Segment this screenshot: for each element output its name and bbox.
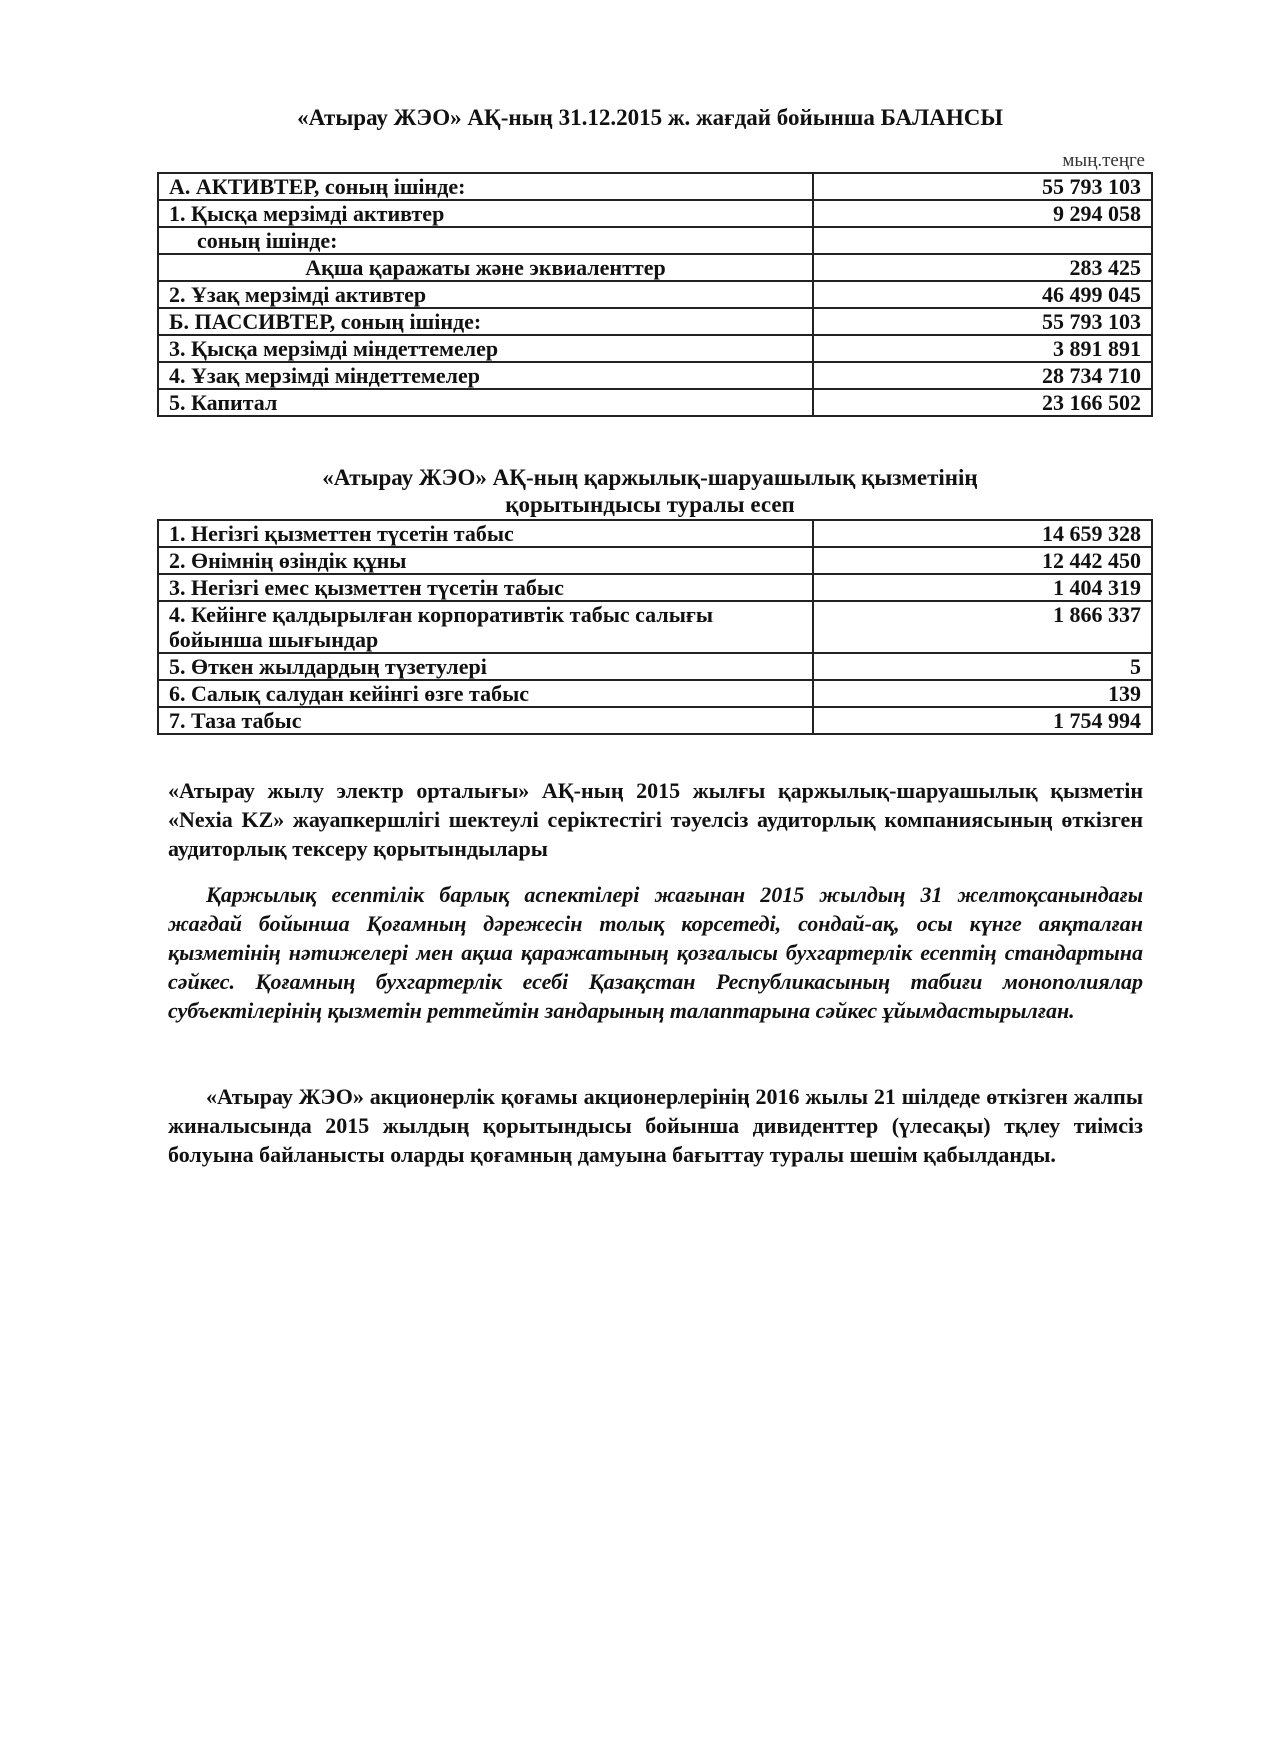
table-row: [158, 547, 1152, 574]
row-label: 4. Кейінге қалдырылған корпоративтік табыс салығы бойынша шығындар: [158, 601, 813, 653]
table-row: [158, 335, 1152, 362]
row-label: 1. Қысқа мерзімді активтер: [158, 200, 813, 227]
row-value: 5: [813, 653, 1152, 680]
row-value: 23 166 502: [813, 389, 1152, 416]
row-label: 4. Ұзақ мерзімді міндеттемелер: [158, 362, 813, 389]
balance-unit: мың.теңге: [1062, 150, 1145, 171]
table-row: [158, 308, 1152, 335]
table-row: [158, 200, 1152, 227]
table-row: [158, 362, 1152, 389]
row-label: Б. ПАССИВТЕР, соның ішінде:: [158, 308, 813, 335]
table-row: [158, 227, 1152, 254]
table-row: [158, 281, 1152, 308]
table-row: [158, 574, 1152, 601]
row-value: 55 793 103: [813, 173, 1152, 200]
row-value: 139: [813, 680, 1152, 707]
table-row: [158, 653, 1152, 680]
row-value: 55 793 103: [813, 308, 1152, 335]
income-title-line1: «Атырау ЖЭО» АҚ-ның қаржылық-шаруашылық қызметінің: [322, 465, 978, 490]
row-value: 12 442 450: [813, 547, 1152, 574]
row-label: 1. Негізгі қызметтен түсетін табыс: [158, 520, 813, 547]
row-label: 2. Өнімнің өзіндік құны: [158, 547, 813, 574]
row-label: 2. Ұзақ мерзімді активтер: [158, 281, 813, 308]
row-value: 283 425: [813, 254, 1152, 281]
row-value: 1 404 319: [813, 574, 1152, 601]
income-title-line2: қорытындысы туралы есеп: [505, 492, 795, 517]
balance-title: «Атырау ЖЭО» АҚ-ның 31.12.2015 ж. жағдай бойынша БАЛАНСЫ: [297, 105, 1003, 130]
row-value: 46 499 045: [813, 281, 1152, 308]
row-label: 3. Қысқа мерзімді міндеттемелер: [158, 335, 813, 362]
table-row: [158, 680, 1152, 707]
row-value: 28 734 710: [813, 362, 1152, 389]
balance-table: [157, 172, 1153, 417]
row-value: [813, 227, 1152, 254]
row-value: 1 866 337: [813, 601, 1152, 653]
audit-heading: «Атырау жылу электр орталығы» АҚ-ның 2015 жылғы қаржылық-шаруашылық қызметін «Nexia KZ» жауапкершлігі шектеулі серіктестігі тәуелсіз аудиторлық компаниясының өткізген аудиторлық тексеру қорытындылары: [168, 778, 1143, 861]
income-table: [157, 519, 1153, 735]
row-label: 7. Таза табыс: [158, 707, 813, 734]
row-value: 1 754 994: [813, 707, 1152, 734]
table-row: [158, 707, 1152, 734]
row-label: 3. Негізгі емес қызметтен түсетін табыс: [158, 574, 813, 601]
table-row: [158, 520, 1152, 547]
row-label: 6. Салық салудан кейінгі өзге табыс: [158, 680, 813, 707]
row-value: 14 659 328: [813, 520, 1152, 547]
table-row: [158, 601, 1152, 653]
table-row: [158, 389, 1152, 416]
row-value: 9 294 058: [813, 200, 1152, 227]
table-row: [158, 173, 1152, 200]
audit-opinion: Қаржылық есептілік барлық аспектілері жағынан 2015 жылдың 31 желтоқсанындағы жағдай бойынша Қоғамның дәрежесін толық корсетеді, сондай-ақ, осы күнге аяқталған қызметінің нәтижелері мен ақша қаражатының қозғалысы бухгартерлік есептің стандартына сәйкес. Қоғамның бухгартерлік есебі Қазақстан Республикасының табиғи монополиялар субъектілерінің қызметін реттейтін зандарының талаптарына сәйкес ұйымдастырылған.: [168, 882, 1143, 1023]
row-label: 5. Капитал: [158, 389, 813, 416]
row-value: 3 891 891: [813, 335, 1152, 362]
dividend-decision: «Атырау ЖЭО» акционерлік қоғамы акционерлерінің 2016 жылы 21 шілдеде өткізген жалпы жиналысында 2015 жылдың қорытындысы бойынша дивиденттер (үлесақы) тқлеу тиімсіз болуына байланысты оларды қоғамның дамуына бағыттау туралы шешім қабылданды.: [168, 1084, 1143, 1167]
row-label: Ақша қаражаты және эквиаленттер: [158, 254, 813, 281]
row-label: А. АКТИВТЕР, соның ішінде:: [158, 173, 813, 200]
table-row: [158, 254, 1152, 281]
row-label: соның ішінде:: [158, 227, 813, 254]
row-label: 5. Өткен жылдардың түзетулері: [158, 653, 813, 680]
